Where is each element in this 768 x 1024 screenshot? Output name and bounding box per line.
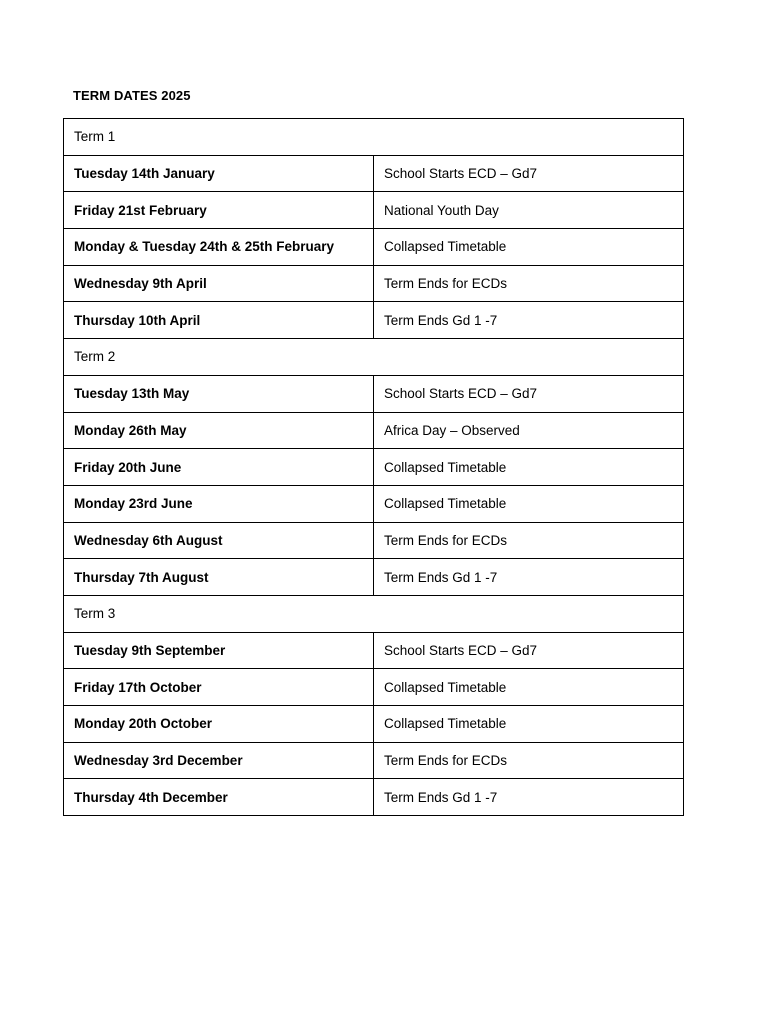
- document-title: TERM DATES 2025: [73, 88, 191, 103]
- term-label: Term 3: [64, 595, 684, 632]
- event-cell: School Starts ECD – Gd7: [374, 155, 684, 192]
- event-cell: National Youth Day: [374, 192, 684, 229]
- event-cell: Collapsed Timetable: [374, 669, 684, 706]
- term-dates-table: [63, 118, 684, 816]
- table-row: [64, 412, 684, 449]
- date-cell: Monday & Tuesday 24th & 25th February: [64, 229, 374, 266]
- table-row: [64, 485, 684, 522]
- event-cell: Africa Day – Observed: [374, 412, 684, 449]
- event-cell: Term Ends Gd 1 -7: [374, 302, 684, 339]
- event-cell: Collapsed Timetable: [374, 449, 684, 486]
- table-row: [64, 375, 684, 412]
- event-cell: Collapsed Timetable: [374, 229, 684, 266]
- table-row: [64, 742, 684, 779]
- table-row: [64, 669, 684, 706]
- table-row: [64, 449, 684, 486]
- term-header-row: [64, 339, 684, 376]
- event-cell: School Starts ECD – Gd7: [374, 632, 684, 669]
- event-cell: Collapsed Timetable: [374, 485, 684, 522]
- date-cell: Wednesday 6th August: [64, 522, 374, 559]
- date-cell: Friday 21st February: [64, 192, 374, 229]
- term-header-row: [64, 119, 684, 156]
- date-cell: Monday 20th October: [64, 706, 374, 743]
- table-row: [64, 706, 684, 743]
- date-cell: Wednesday 3rd December: [64, 742, 374, 779]
- table-row: [64, 302, 684, 339]
- date-cell: Monday 23rd June: [64, 485, 374, 522]
- event-cell: Term Ends Gd 1 -7: [374, 559, 684, 596]
- table-row: [64, 155, 684, 192]
- date-cell: Tuesday 9th September: [64, 632, 374, 669]
- date-cell: Thursday 7th August: [64, 559, 374, 596]
- date-cell: Tuesday 14th January: [64, 155, 374, 192]
- table-row: [64, 192, 684, 229]
- event-cell: Term Ends for ECDs: [374, 265, 684, 302]
- event-cell: Term Ends for ECDs: [374, 742, 684, 779]
- event-cell: Term Ends Gd 1 -7: [374, 779, 684, 816]
- event-cell: Collapsed Timetable: [374, 706, 684, 743]
- term-header-row: [64, 595, 684, 632]
- table-row: [64, 779, 684, 816]
- event-cell: Term Ends for ECDs: [374, 522, 684, 559]
- table-row: [64, 265, 684, 302]
- date-cell: Thursday 10th April: [64, 302, 374, 339]
- table-row: [64, 632, 684, 669]
- event-cell: School Starts ECD – Gd7: [374, 375, 684, 412]
- table-row: [64, 522, 684, 559]
- term-label: Term 1: [64, 119, 684, 156]
- table-row: [64, 229, 684, 266]
- term-label: Term 2: [64, 339, 684, 376]
- date-cell: Monday 26th May: [64, 412, 374, 449]
- date-cell: Wednesday 9th April: [64, 265, 374, 302]
- date-cell: Friday 20th June: [64, 449, 374, 486]
- date-cell: Friday 17th October: [64, 669, 374, 706]
- date-cell: Tuesday 13th May: [64, 375, 374, 412]
- date-cell: Thursday 4th December: [64, 779, 374, 816]
- table-row: [64, 559, 684, 596]
